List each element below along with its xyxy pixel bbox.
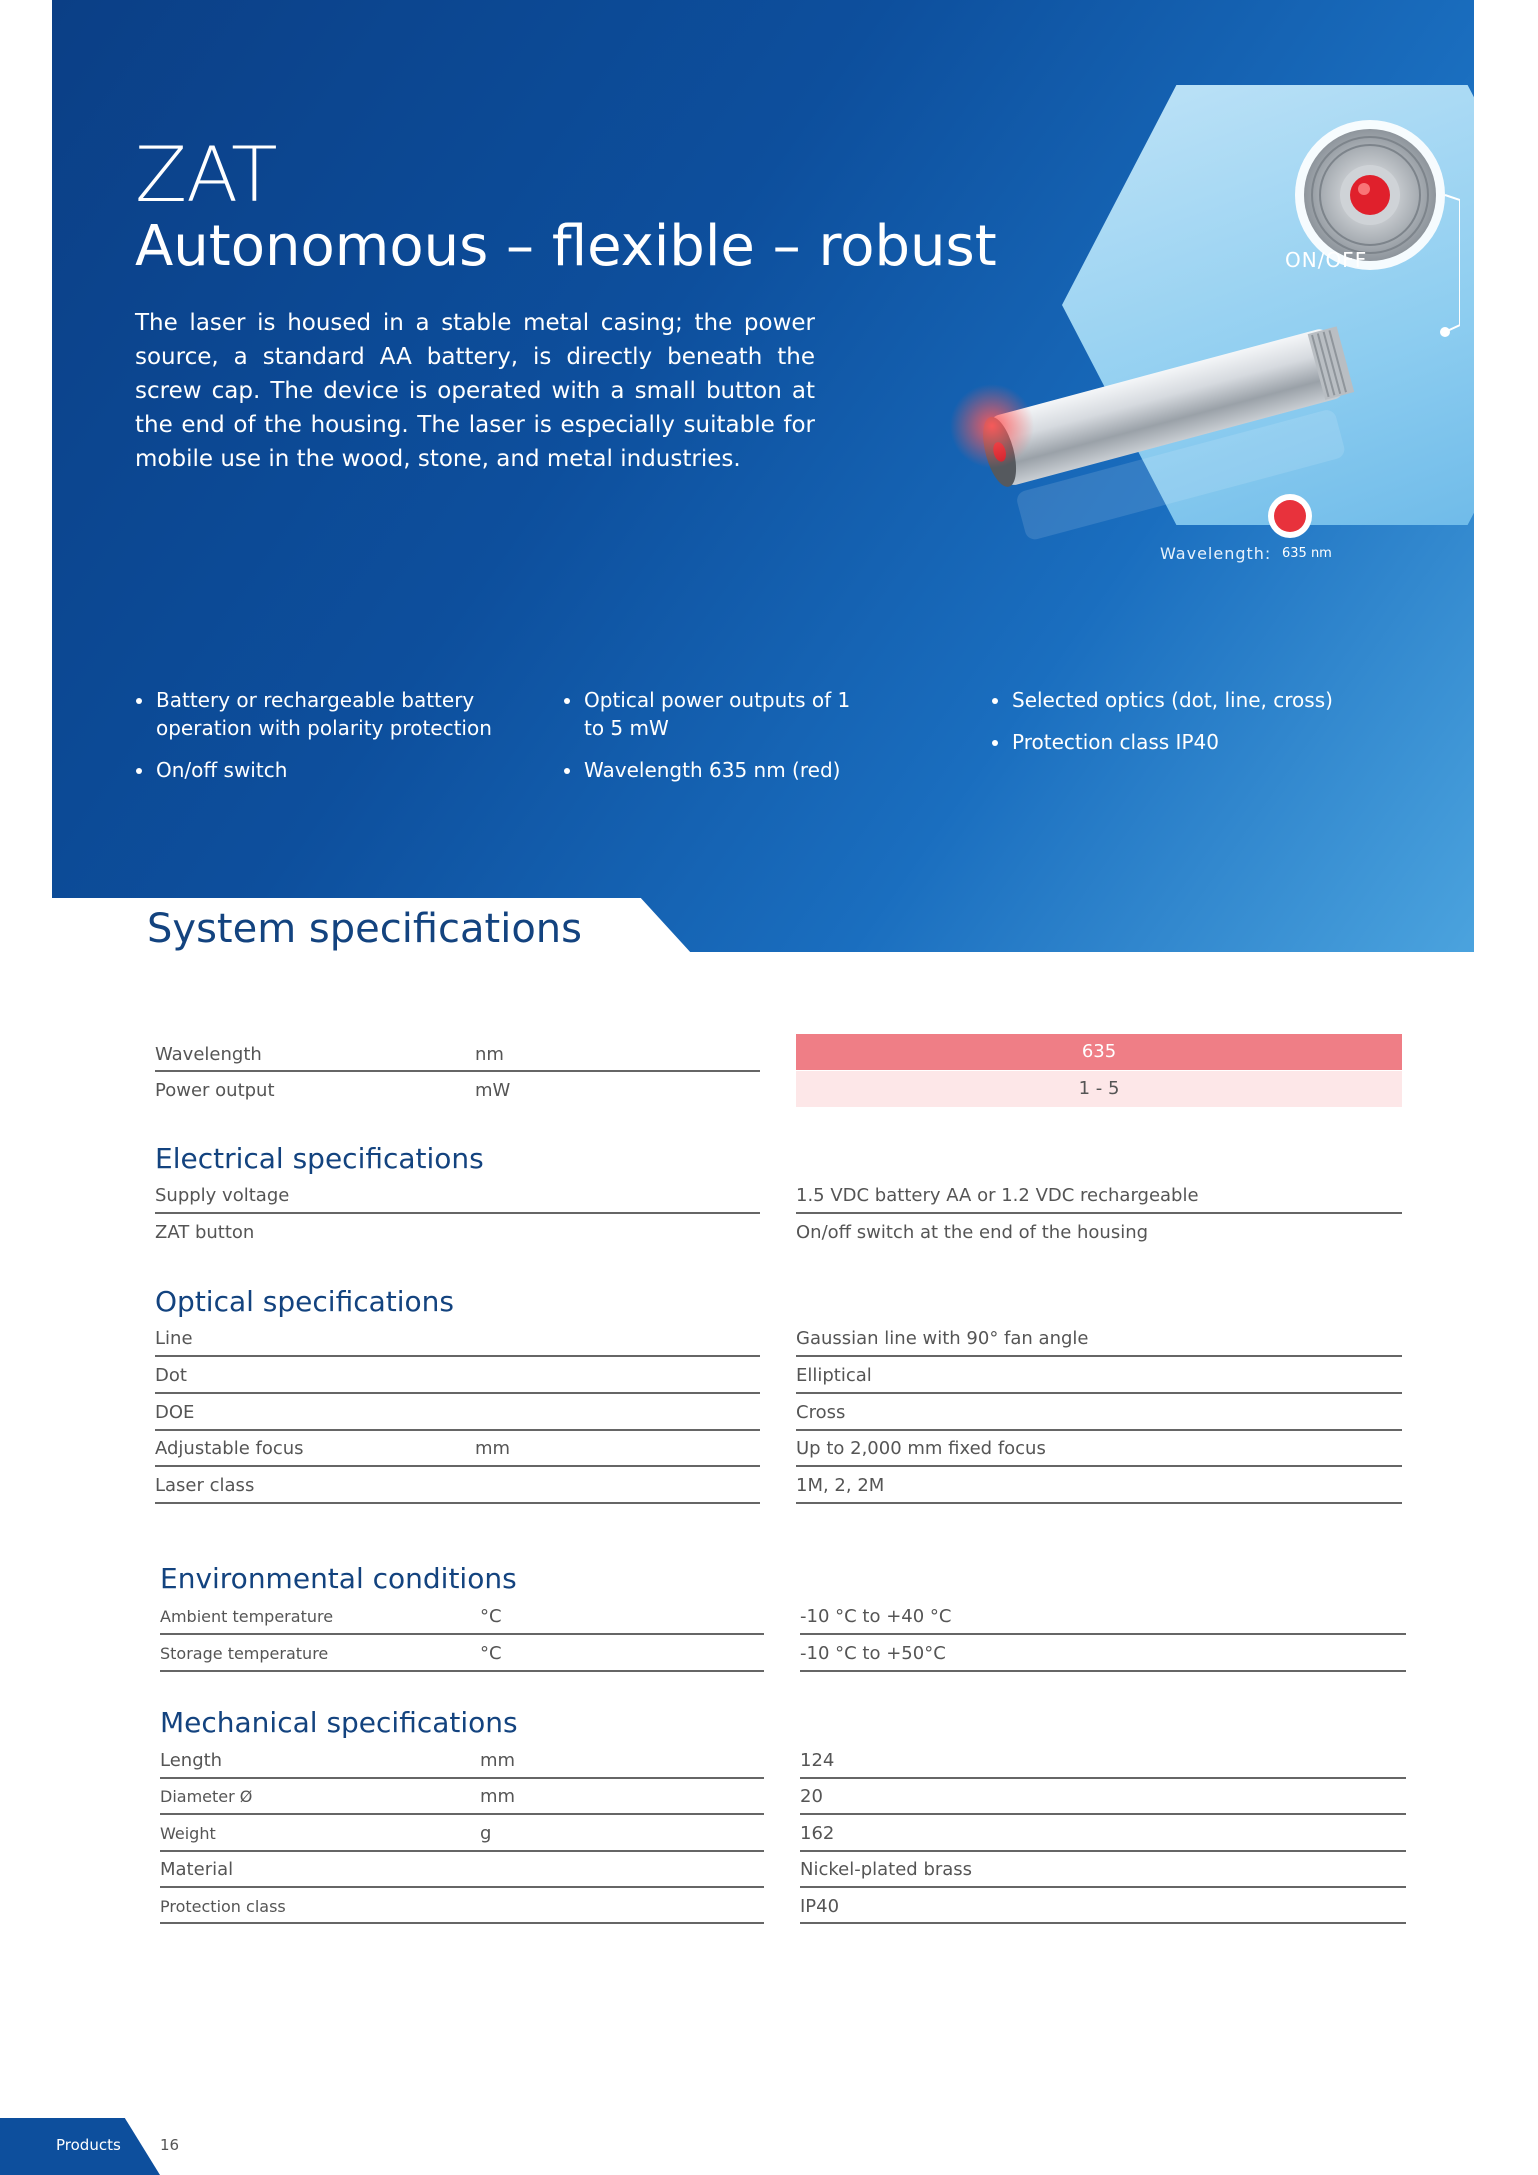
spec-unit: nm: [475, 1044, 504, 1065]
row-divider: [800, 1886, 1406, 1888]
row-divider: [796, 1355, 1402, 1357]
spec-label: ZAT button: [155, 1222, 255, 1243]
spec-label: Laser class: [155, 1475, 255, 1496]
spec-label: Supply voltage: [155, 1185, 290, 1206]
spec-label: Line: [155, 1328, 193, 1349]
row-divider: [155, 1502, 760, 1504]
product-subtitle: Autonomous – flexible – robust: [135, 214, 997, 279]
row-divider: [800, 1670, 1406, 1672]
row-divider: [155, 1392, 760, 1394]
feature-item: Selected optics (dot, line, cross): [990, 686, 1370, 714]
spec-row: [155, 1321, 1405, 1358]
spec-label: Protection class: [160, 1897, 286, 1916]
mechanical-specs-title: Mechanical specifications: [160, 1706, 518, 1739]
spec-row: [155, 1395, 1405, 1432]
on-off-label: ON/OFF: [1285, 248, 1368, 272]
feature-item: Wavelength 635 nm (red): [562, 756, 862, 784]
feature-list: [134, 686, 1434, 806]
system-specs-title: System specifications: [147, 906, 582, 952]
spec-row: [155, 1215, 1405, 1252]
spec-label: Dot: [155, 1365, 187, 1386]
spec-label: Wavelength: [155, 1044, 262, 1065]
power-value-band: [796, 1071, 1402, 1107]
wavelength-label: Wavelength:: [1160, 544, 1272, 563]
spec-label: Diameter Ø: [160, 1787, 253, 1806]
row-divider: [155, 1212, 760, 1214]
row-divider: [796, 1502, 1402, 1504]
spec-label: Adjustable focus: [155, 1438, 304, 1459]
page-number: 16: [160, 2136, 180, 2154]
spec-row: [160, 1852, 1410, 1889]
spec-unit: mm: [480, 1786, 516, 1807]
row-divider: [155, 1465, 760, 1467]
spec-row: [155, 1358, 1405, 1395]
spec-label: Length: [160, 1750, 223, 1771]
spec-value: -10 °C to +40 °C: [800, 1606, 952, 1627]
row-divider: [160, 1922, 764, 1924]
spec-value: Gaussian line with 90° fan angle: [796, 1328, 1089, 1349]
product-title: ZAT: [135, 130, 277, 219]
spec-label: Ambient temperature: [160, 1607, 334, 1626]
row-divider: [796, 1465, 1402, 1467]
spec-row: [160, 1599, 1410, 1636]
spec-value: 1.5 VDC battery AA or 1.2 VDC rechargeable: [796, 1185, 1199, 1206]
spec-label: Weight: [160, 1824, 216, 1843]
row-divider: [800, 1922, 1406, 1924]
feature-column-3: [990, 686, 1370, 770]
spec-value: Elliptical: [796, 1365, 872, 1386]
spec-value: On/off switch at the end of the housing: [796, 1222, 1149, 1243]
spec-unit: g: [480, 1823, 492, 1844]
spec-label: Storage temperature: [160, 1644, 329, 1663]
row-divider: [160, 1813, 764, 1815]
spec-value: Nickel-plated brass: [800, 1859, 973, 1880]
feature-item: On/off switch: [134, 756, 494, 784]
spec-unit: °C: [480, 1606, 502, 1627]
optical-specs-title: Optical specifications: [155, 1285, 454, 1318]
spec-row: [155, 1468, 1405, 1505]
spec-unit: mm: [480, 1750, 516, 1771]
feature-column-1: [134, 686, 494, 798]
wavelength-value-band: [796, 1034, 1402, 1070]
row-divider: [155, 1355, 760, 1357]
row-divider: [800, 1633, 1406, 1635]
row-divider: [155, 1070, 760, 1072]
spec-value: 162: [800, 1823, 835, 1844]
row-divider: [160, 1670, 764, 1672]
wavelength-spec-value: 635: [1081, 1041, 1117, 1062]
feature-item: Protection class IP40: [990, 728, 1370, 756]
power-spec-value: 1 - 5: [1078, 1078, 1120, 1099]
spec-value: Cross: [796, 1402, 846, 1423]
product-description: The laser is housed in a stable metal casing; the power source, a standard AA battery, is directly beneath the screw cap. The device is operated with a small button at the end of the housing. The laser is especially suitable for mobile use in the wood, stone, and metal industries.: [135, 310, 815, 472]
spec-unit: °C: [480, 1643, 502, 1664]
feature-item: Battery or rechargeable battery operation with polarity protection: [134, 686, 494, 742]
spec-row: [160, 1816, 1410, 1853]
spec-value: 20: [800, 1786, 823, 1807]
spec-row: [160, 1779, 1410, 1816]
electrical-specs-title: Electrical specifications: [155, 1142, 484, 1175]
spec-row: [155, 1073, 760, 1110]
row-divider: [800, 1813, 1406, 1815]
spec-row: [155, 1431, 1405, 1468]
spec-value: Up to 2,000 mm fixed focus: [796, 1438, 1046, 1459]
spec-value: 124: [800, 1750, 835, 1771]
spec-row: [160, 1743, 1410, 1780]
spec-row: [155, 1178, 1405, 1215]
spec-label: Power output: [155, 1080, 275, 1101]
environmental-conditions-title: Environmental conditions: [160, 1562, 517, 1595]
row-divider: [160, 1886, 764, 1888]
spec-unit: mW: [475, 1080, 511, 1101]
spec-row: [155, 1037, 760, 1074]
spec-value: -10 °C to +50°C: [800, 1643, 946, 1664]
wavelength-value: 635 nm: [1282, 546, 1332, 561]
spec-value: 1M, 2, 2M: [796, 1475, 885, 1496]
row-divider: [796, 1212, 1402, 1214]
spec-unit: mm: [475, 1438, 511, 1459]
feature-column-2: [562, 686, 862, 798]
spec-value: IP40: [800, 1896, 840, 1917]
feature-item: Optical power outputs of 1 to 5 mW: [562, 686, 862, 742]
spec-label: Material: [160, 1859, 234, 1880]
row-divider: [796, 1392, 1402, 1394]
spec-row: [160, 1636, 1410, 1673]
footer-section-label: Products: [56, 2136, 121, 2154]
laser-device-illustration: [900, 100, 1460, 600]
spec-label: DOE: [155, 1402, 195, 1423]
row-divider: [160, 1633, 764, 1635]
spec-row: [160, 1889, 1410, 1926]
